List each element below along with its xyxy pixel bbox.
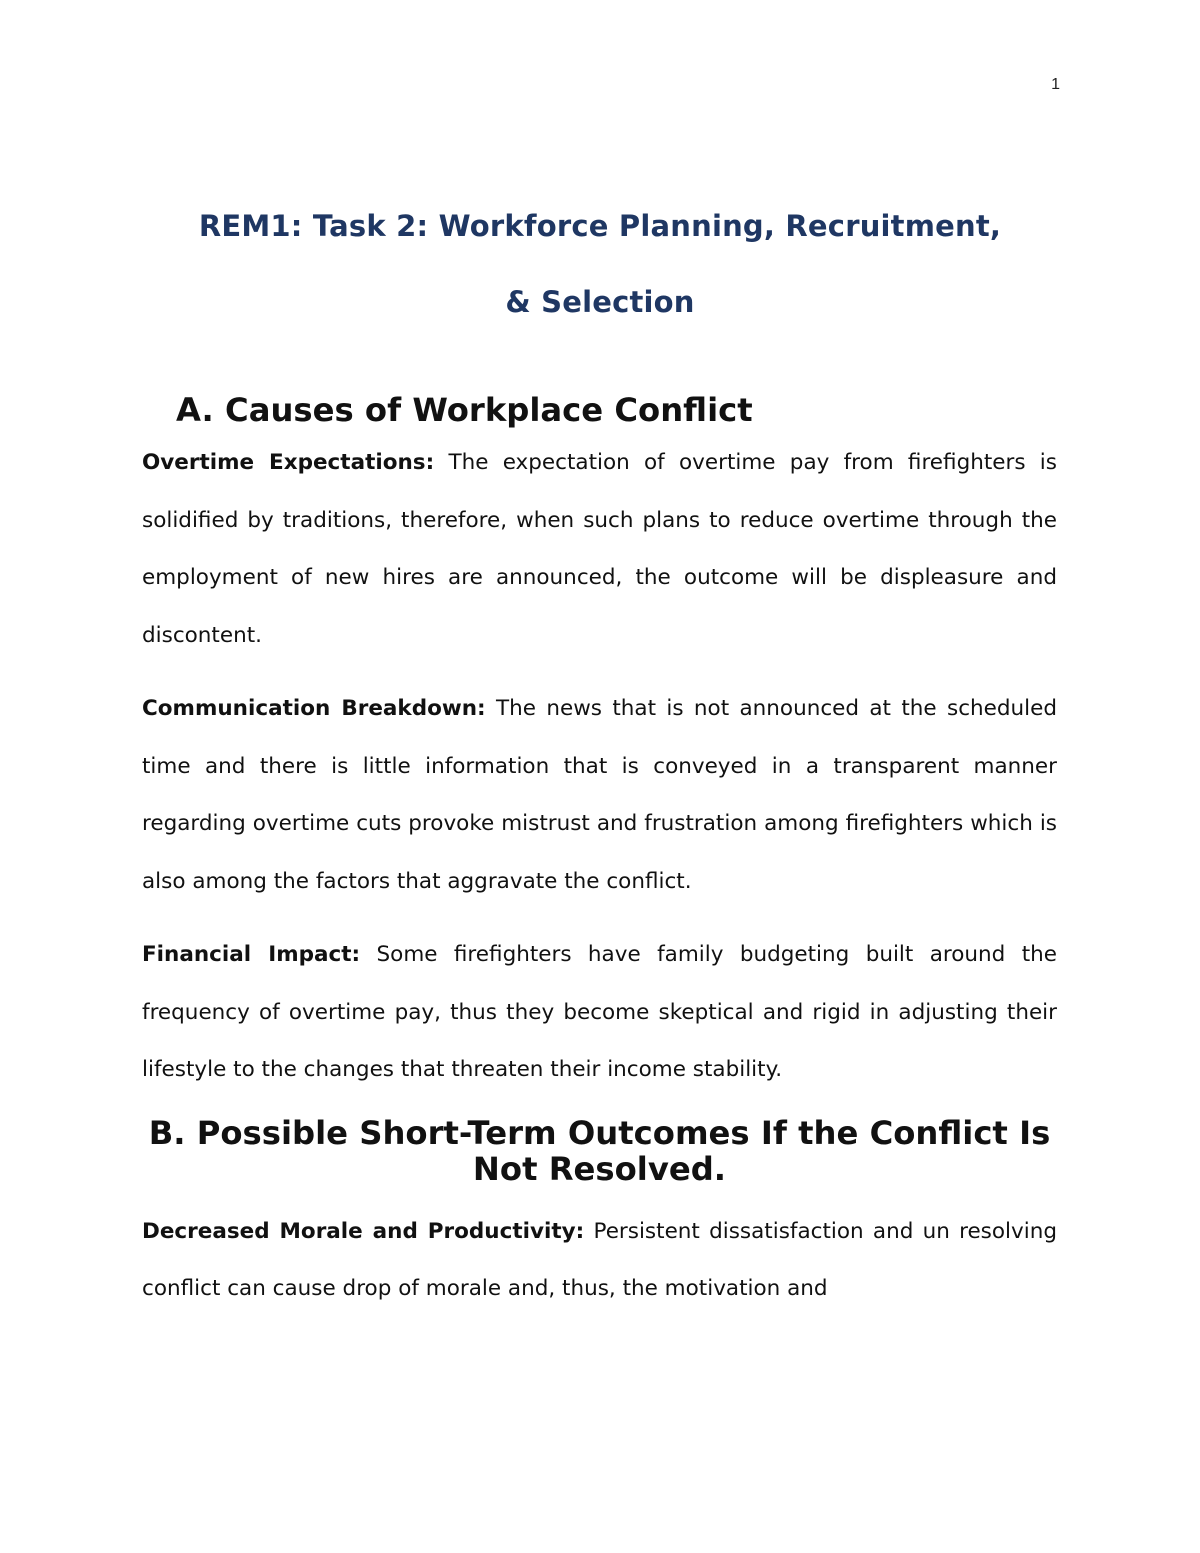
paragraph-label: Financial Impact: [142,942,361,967]
paragraph-label: Decreased Morale and Productivity: [142,1218,585,1244]
paragraph-text: The expectation of overtime pay from firefighters is solidified by traditions, therefore, when such plans to reduce overtime through the employment of new hires are announced, the outcome will be displeasure and discontent. [142,450,1057,648]
page-number: 1 [1051,76,1060,93]
title-line-1: REM1: Task 2: Workforce Planning, Recruitment, [198,209,1002,243]
document-body [142,392,1057,1334]
paragraph-text: Persistent dissatisfaction and un resolving conflict can cause drop of morale and, thus, the motivation and [142,1218,1057,1301]
section-b-heading: B. Possible Short-Term Outcomes If the Conflict Is Not Resolved. [148,1113,1051,1188]
document-title [140,188,1060,340]
title-line-2: & Selection [505,285,695,319]
paragraph-financial-impact [142,926,1057,1099]
paragraph-label: Communication Breakdown: [142,696,486,721]
section-a-heading: A. Causes of Workplace Conflict [176,391,753,429]
paragraph-communication-breakdown [142,680,1057,910]
paragraph-label: Overtime Expectations: [142,450,435,475]
paragraph-text: The news that is not announced at the scheduled time and there is little information that is conveyed in a transparent manner regarding overtime cuts provoke mistrust and frustration among firefighters which is also among the factors that aggravate the conflict. [142,696,1057,894]
paragraph-overtime-expectations [142,434,1057,664]
paragraph-decreased-morale [142,1203,1057,1318]
paragraph-text: Some firefighters have family budgeting built around the frequency of overtime pay, thus they become skeptical and rigid in adjusting their lifestyle to the changes that threaten their income stability. [142,942,1057,1082]
